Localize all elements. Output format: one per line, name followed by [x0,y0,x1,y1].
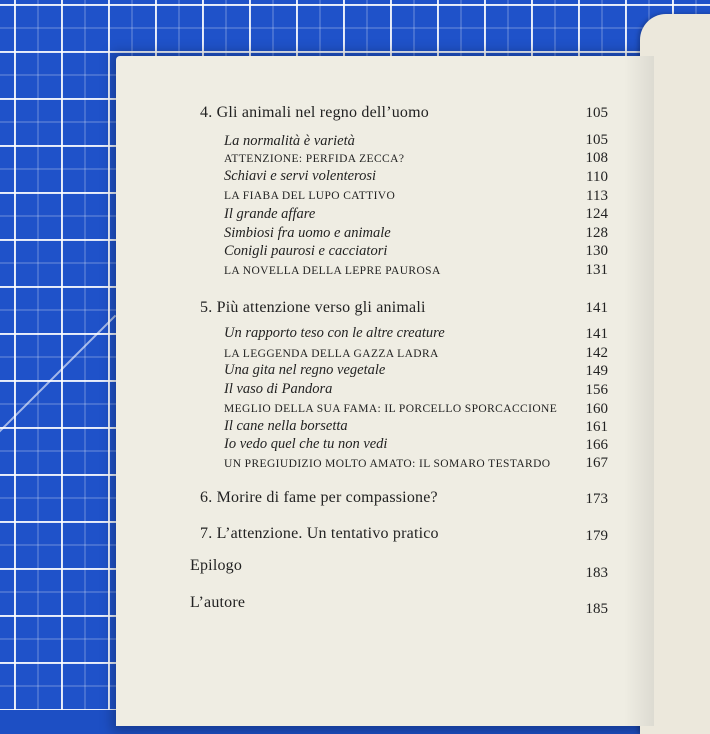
toc-section-page: 110 [586,169,608,185]
toc-chapter-title: 7. L’attenzione. Un tentativo pratico [200,525,439,542]
toc-chapter-title: 6. Morire di fame per compassione? [200,489,438,506]
toc-section-page: 113 [586,188,608,204]
toc-section-page: 149 [585,363,608,379]
toc-section-page: 105 [585,132,608,148]
toc-chapter-title: 5. Più attenzione verso gli animali [200,299,426,316]
toc-section-title: La normalità è varietà [224,133,355,149]
toc-section-title: Il grande affare [224,206,316,222]
toc-section-page: 156 [585,382,608,398]
toc-chapter-title: 4. Gli animali nel regno dell’uomo [200,104,429,121]
toc-section-title: LA FIABA DEL LUPO CATTIVO [224,190,396,202]
toc-section-page: 131 [585,262,608,278]
toc-section-page: 142 [585,345,608,361]
toc-section-title: Io vedo quel che tu non vedi [224,436,388,452]
toc-epilogue-title: Epilogo [190,557,243,574]
toc-section-title: UN PREGIUDIZIO MOLTO AMATO: IL SOMARO TESTARDO [224,458,551,470]
toc-author-title: L’autore [190,594,246,611]
toc-author-page: 185 [585,601,608,617]
toc-section-title: Una gita nel regno vegetale [224,362,386,378]
toc-chapter-page: 141 [585,300,608,316]
toc-section-page: 108 [585,150,608,166]
toc-section-page: 160 [585,401,608,417]
toc-section-title: Schiavi e servi volenterosi [224,168,377,184]
toc-section-title: ATTENZIONE: PERFIDA ZECCA? [224,153,405,165]
toc-section-title: Conigli paurosi e cacciatori [224,243,388,259]
toc-section-page: 166 [585,437,608,453]
toc-section-page: 167 [585,455,608,471]
toc-epilogue-page: 183 [585,565,608,581]
toc-section-title: LA NOVELLA DELLA LEPRE PAUROSA [224,265,441,277]
toc-chapter-page: 173 [585,491,608,507]
toc-section-page: 161 [585,419,608,435]
toc-section-title: Simbiosi fra uomo e animale [224,225,391,241]
table-of-contents [116,56,654,726]
book-page [116,56,654,726]
toc-section-title: LA LEGGENDA DELLA GAZZA LADRA [224,348,439,360]
toc-section-title: Il vaso di Pandora [224,381,333,397]
toc-chapter-page: 179 [585,528,608,544]
toc-section-page: 130 [585,243,608,259]
toc-section-page: 128 [585,225,608,241]
toc-chapter-page: 105 [585,105,608,121]
toc-section-title: Il cane nella borsetta [224,418,348,434]
toc-section-title: Un rapporto teso con le altre creature [224,325,445,341]
toc-section-title: MEGLIO DELLA SUA FAMA: IL PORCELLO SPORCACCIONE [224,403,558,415]
toc-section-page: 141 [585,326,608,342]
toc-section-page: 124 [585,206,608,222]
